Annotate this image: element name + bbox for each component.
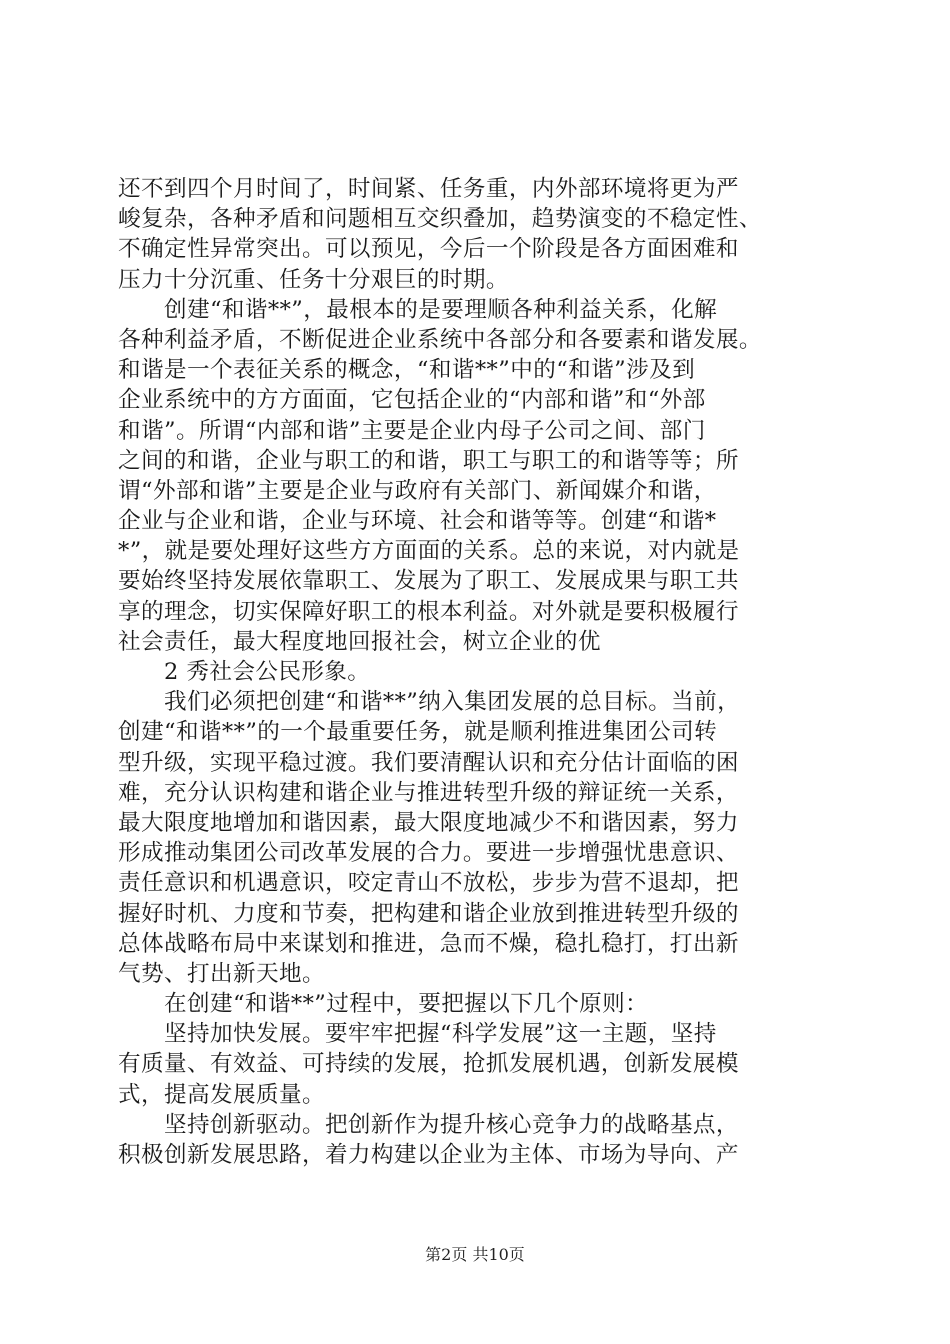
text-line: 难，充分认识构建和谐企业与推进转型升级的辩证统一关系， (118, 779, 739, 806)
text-line: 要始终坚持发展依靠职工、发展为了职工、发展成果与职工共 (118, 568, 739, 595)
text-line: 各种利益矛盾，不断促进企业系统中各部分和各要素和谐发展。 (118, 326, 762, 353)
text-line: 坚持加快发展。要牢牢把握“科学发展”这一主题，坚持 (118, 1021, 717, 1048)
text-line: 之间的和谐，企业与职工的和谐，职工与职工的和谐等等；所 (118, 447, 739, 474)
text-line: 创建“和谐**”，最根本的是要理顺各种利益关系，化解 (118, 296, 718, 323)
text-line: 型升级，实现平稳过渡。我们要清醒认识和充分估计面临的困 (118, 749, 739, 776)
text-line: 还不到四个月时间了，时间紧、任务重，内外部环境将更为严 (118, 176, 739, 202)
text-line: 压力十分沉重、任务十分艰巨的时期。 (118, 266, 509, 293)
text-line: 气势、打出新天地。 (118, 960, 325, 987)
text-line: 坚持创新驱动。把创新作为提升核心竞争力的战略基点， (118, 1111, 739, 1138)
text-line: 式，提高发展质量。 (118, 1081, 325, 1108)
document-body (118, 174, 834, 1170)
text-line: 企业与企业和谐，企业与环境、社会和谐等等。创建“和谐* (118, 508, 717, 535)
text-line: 2 秀社会公民形象。 (118, 659, 371, 685)
text-line: 创建“和谐**”的一个最重要任务，就是顺利推进集团公司转 (118, 719, 718, 746)
text-line: 总体战略布局中来谋划和推进，急而不燥，稳扎稳打，打出新 (118, 930, 739, 957)
text-line: 握好时机、力度和节奏，把构建和谐企业放到推进转型升级的 (118, 900, 739, 927)
text-line: 责任意识和机遇意识，咬定青山不放松，步步为营不退却，把 (118, 870, 739, 897)
text-line: 和谐”。所谓“内部和谐”主要是企业内母子公司之间、部门 (118, 417, 706, 444)
text-line: 峻复杂，各种矛盾和问题相互交织叠加，趋势演变的不稳定性、 (118, 206, 762, 233)
text-line: 最大限度地增加和谐因素，最大限度地减少不和谐因素，努力 (118, 809, 739, 836)
text-line: 我们必须把创建“和谐**”纳入集团发展的总目标。当前， (118, 689, 741, 716)
text-line: 谓“外部和谐”主要是企业与政府有关部门、新闻媒介和谐， (118, 477, 717, 504)
text-line: 有质量、有效益、可持续的发展，抢抓发展机遇，创新发展模 (118, 1051, 739, 1078)
text-line: 在创建“和谐**”过程中，要把握以下几个原则： (118, 991, 649, 1018)
text-line: 和谐是一个表征关系的概念，“和谐**”中的“和谐”涉及到 (118, 357, 696, 384)
text-line: 积极创新发展思路，着力构建以企业为主体、市场为导向、产 (118, 1142, 739, 1168)
page-footer: 第2页 共10页 (425, 1245, 525, 1264)
text-line: 社会责任，最大程度地回报社会，树立企业的优 (118, 628, 601, 655)
text-line: 享的理念，切实保障好职工的根本利益。对外就是要积极履行 (118, 598, 739, 625)
text-line: 不确定性异常突出。可以预见，今后一个阶段是各方面困难和 (118, 236, 739, 263)
text-line: *”，就是要处理好这些方方面面的关系。总的来说，对内就是 (118, 538, 740, 565)
text-line: 形成推动集团公司改革发展的合力。要进一步增强忧患意识、 (118, 840, 739, 867)
text-line: 企业系统中的方方面面，它包括企业的“内部和谐”和“外部 (118, 387, 706, 414)
